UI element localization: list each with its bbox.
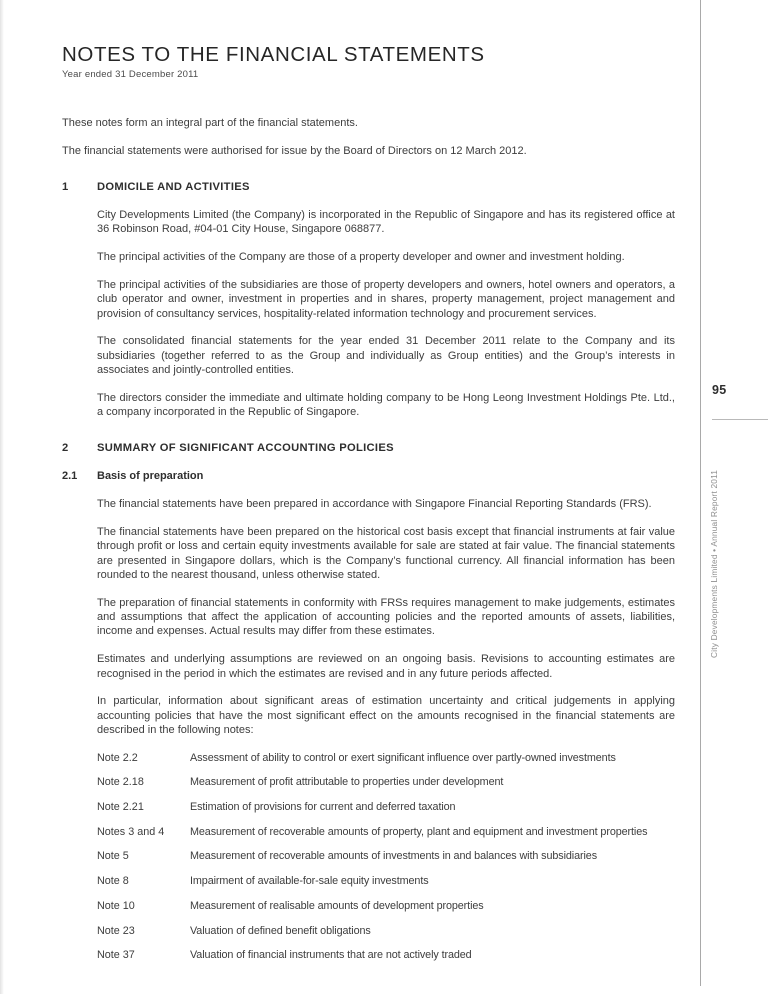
note-description: Estimation of provisions for current and deferred taxation [190,801,456,814]
note-description: Measurement of profit attributable to properties under development [190,776,504,789]
paragraph: The directors consider the immediate and ultimate holding company to be Hong Leong Investment Holdings Pte. Ltd., a company incorporated in the Republic of Singapore. [97,391,675,419]
note-row [97,800,675,814]
subsection-2-1-body [97,497,675,962]
note-description: Measurement of realisable amounts of development properties [190,899,484,912]
note-ref: Note 10 [97,899,135,912]
note-description: Impairment of available-for-sale equity investments [190,875,429,888]
note-description: Measurement of recoverable amounts of investments in and balances with subsidiaries [190,850,597,863]
note-description: Valuation of financial instruments that are not actively traded [190,949,472,962]
section-1-body [97,208,675,419]
paragraph: These notes form an integral part of the financial statements. [62,117,358,129]
note-ref: Note 8 [97,875,129,888]
margin-divider-line [700,0,701,986]
note-row [97,899,675,913]
section-heading-domicile [62,181,675,193]
page-subtitle: Year ended 31 December 2011 [62,69,199,80]
page-number-rule [712,419,768,420]
note-ref: Note 2.21 [97,801,144,814]
paragraph: The consolidated financial statements for the year ended 31 December 2011 relate to the Company and its subsidiaries (together referred to as the Group and individually as Group entities) and the Group’s interests in associates and jointly-controlled entities. [97,335,675,376]
paragraph: The financial statements have been prepared in accordance with Singapore Financial Reporting Standards (FRS). [97,498,652,511]
note-row [97,849,675,863]
report-spine-text: City Developments Limited • Annual Report 2011 [709,469,719,658]
paragraph: The preparation of financial statements in conformity with FRSs requires management to make judgements, estimates and assumptions that affect the application of accounting policies and the reported amounts of assets, liabilities, income and expenses. Actual results may differ from these estimates. [97,596,675,638]
note-row [97,751,675,765]
page-number: 95 [712,383,727,397]
note-ref: Note 37 [97,949,135,962]
paragraph: The financial statements have been prepared on the historical cost basis except that financial instruments at fair value through profit or loss and certain equity investments available for sale are stated at fair value. The financial statements are presented in Singapore dollars, which is the Company’s functional currency. All financial information has been rounded to the nearest thousand, unless otherwise stated. [97,526,675,582]
paragraph: The principal activities of the subsidiaries are those of property developers and owners, hotel owners and operators, a club operator and owner, investment in properties and in shares, property management, project management and provision of consultancy services, hospitality-related information technology and procurement services. [97,278,675,320]
note-ref: Note 23 [97,924,135,937]
note-row [97,775,675,789]
section-number: 2 [62,442,69,455]
subsection-number: 2.1 [62,470,78,483]
section-title: SUMMARY OF SIGNIFICANT ACCOUNTING POLICIES [97,442,394,455]
note-row [97,874,675,888]
intro-block [62,116,675,158]
paragraph: City Developments Limited (the Company) is incorporated in the Republic of Singapore and has its registered office at 36 Robinson Road, #04-01 City House, Singapore 068877. [97,209,675,236]
note-description: Assessment of ability to control or exert significant influence over partly-owned investments [190,751,616,764]
note-ref: Notes 3 and 4 [97,825,165,838]
note-ref: Note 2.2 [97,751,138,764]
paragraph: The principal activities of the Company are those of a property developer and owner and investment holding. [97,251,625,264]
note-ref: Note 2.18 [97,776,144,789]
section-number: 1 [62,181,69,194]
page-title: NOTES TO THE FINANCIAL STATEMENTS [62,43,485,66]
section-heading-accounting-policies [62,442,675,454]
section-title: DOMICILE AND ACTIVITIES [97,181,250,194]
paragraph: Estimates and underlying assumptions are reviewed on an ongoing basis. Revisions to accounting estimates are recognised in the period in which the estimates are revised and in any future periods affected. [97,653,675,680]
note-row [97,825,675,839]
main-content [62,44,675,973]
note-row [97,924,675,938]
note-description: Valuation of defined benefit obligations [190,924,371,937]
subsection-heading-basis-of-preparation [62,470,675,482]
paragraph: In particular, information about significant areas of estimation uncertainty and critical judgements in applying accounting policies that have the most significant effect on the amounts recognised in the financial statements are described in the following notes: [97,695,675,736]
scan-edge [0,0,4,994]
estimation-notes-list [97,751,675,963]
page-header [62,44,675,80]
note-ref: Note 5 [97,850,129,863]
subsection-title: Basis of preparation [97,470,204,483]
paragraph: The financial statements were authorised for issue by the Board of Directors on 12 March 2012. [62,144,527,157]
note-description: Measurement of recoverable amounts of property, plant and equipment and investment properties [190,825,648,838]
note-row [97,948,675,962]
